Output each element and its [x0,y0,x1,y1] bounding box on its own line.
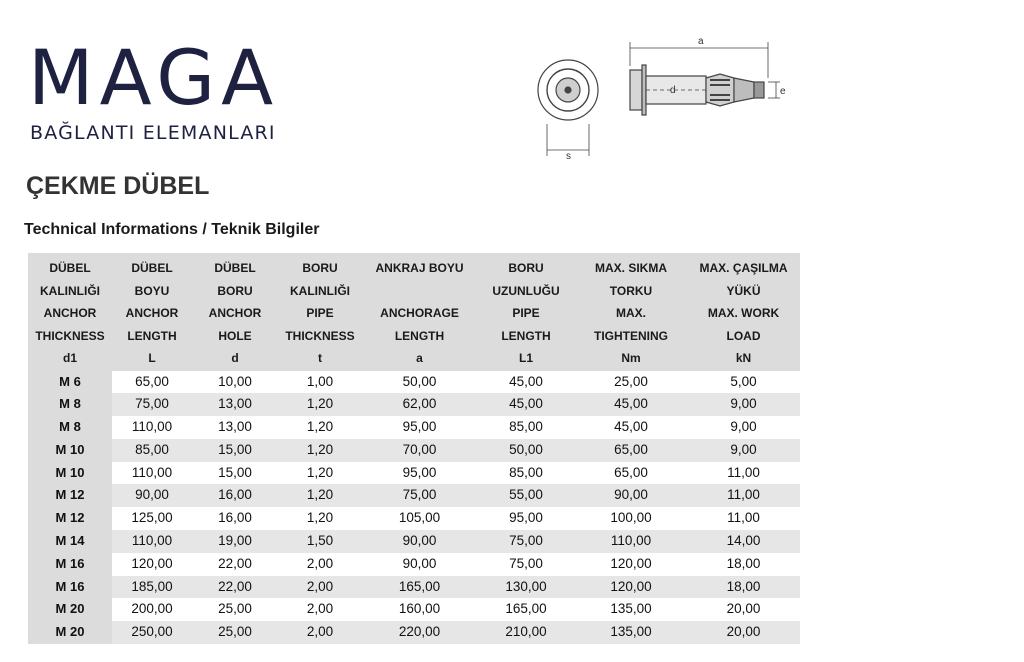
column-header-line: PIPE [306,306,334,320]
column-header-line: Nm [621,351,641,365]
front-view-center [565,87,571,93]
table-cell: 130,00 [477,576,575,599]
anchor-technical-drawing [530,28,790,164]
table-cell: 135,00 [575,621,687,644]
table-cell: 135,00 [610,601,652,617]
table-cell: 165,00 [505,601,547,617]
column-header-line: BORU [508,261,544,275]
table-cell: 16,00 [218,510,252,526]
column-header-line: L1 [518,351,533,365]
column-header-line: kN [735,351,752,365]
dim-d-label: d [670,85,676,96]
table-cell: 25,00 [218,601,252,617]
column-header [278,253,362,371]
table-cell: 13,00 [218,419,252,435]
column-header-line: ANCHOR [43,306,97,320]
table-row [28,462,800,485]
table-cell: 2,00 [278,576,362,599]
table-cell: 20,00 [726,601,761,617]
table-cell: 70,00 [362,439,477,462]
column-header [28,253,112,371]
side-view-washer [630,70,642,110]
table-cell: 18,00 [687,576,800,599]
table-cell: 50,00 [477,439,575,462]
table-cell: 75,00 [509,555,543,571]
column-header-line: ANKRAJ BOYU [375,261,464,275]
table-cell: 15,00 [218,464,252,480]
table-header-row [28,253,800,371]
table-cell: 11,00 [727,510,760,526]
brand-subtitle: BAĞLANTI ELEMANLARI [30,122,276,144]
column-header-line: LOAD [726,328,761,343]
column-header-line: ANCHOR [125,306,179,320]
column-header-line: BOYU [134,283,170,298]
table-cell: 110,00 [112,530,192,553]
column-header-line: t [318,351,322,365]
row-header-cell: M 12 [28,507,112,530]
table-cell: 75,00 [477,530,575,553]
table-cell: 250,00 [112,621,192,644]
column-header-line: DÜBEL [214,261,256,275]
table-row [28,439,800,462]
table-cell: 165,00 [362,576,477,599]
column-header [575,253,687,371]
column-header-line [362,280,477,303]
table-row [28,416,800,439]
table-row [28,530,800,553]
table-cell: 120,00 [131,555,173,571]
column-header-line: d [231,351,239,365]
table-cell: 90,00 [362,530,477,553]
table-cell: 75,00 [112,393,192,416]
row-header-cell: M 16 [28,576,112,599]
table-cell: 16,00 [192,484,278,507]
brand-name: MAGA [28,33,280,122]
table-cell: 95,00 [402,419,437,435]
table-cell: 22,00 [218,555,252,571]
table-cell: 25,00 [614,373,648,389]
column-header-line: d1 [62,351,77,365]
row-header-cell: M 16 [28,553,112,576]
column-header [362,253,477,371]
table-body [28,371,800,645]
table-cell: 220,00 [362,621,477,644]
table-cell: 18,00 [726,555,761,571]
table-cell: 95,00 [402,464,437,480]
table-row [28,598,800,621]
table-cell: 20,00 [687,621,800,644]
column-header-line: TIGHTENING [594,328,668,343]
table-cell: 9,00 [687,439,800,462]
table-cell: 90,00 [575,484,687,507]
row-header-cell: M 20 [28,598,112,621]
column-header-line: PIPE [512,306,540,320]
table-cell: 90,00 [402,555,437,571]
row-header-cell: M 6 [28,371,112,394]
table-cell: 11,00 [727,464,760,480]
table-cell: 110,00 [131,464,173,480]
row-header-cell: M 10 [28,462,112,485]
table-cell: 85,00 [509,464,543,480]
table-cell: 65,00 [135,373,169,389]
table-cell: 210,00 [477,621,575,644]
column-header [112,253,192,371]
column-header-line: MAX. WORK [707,306,780,320]
column-header-line: KALINLIĞI [40,283,100,298]
column-header-line: YÜKÜ [726,283,761,298]
table-cell: 1,20 [306,510,334,526]
table-cell: 1,20 [306,464,334,480]
table-cell: 85,00 [112,439,192,462]
table-cell: 1,20 [306,419,334,435]
row-header-cell: M 14 [28,530,112,553]
table-cell: 5,00 [730,373,757,389]
column-header-line: DÜBEL [49,261,91,275]
table-cell: 95,00 [509,510,543,526]
table-cell: 185,00 [112,576,192,599]
table-cell: 160,00 [398,601,441,617]
column-header-line: DÜBEL [131,261,173,275]
row-header-cell: M 8 [28,416,112,439]
table-cell: 105,00 [398,510,441,526]
table-cell: 13,00 [192,393,278,416]
column-header-line: ANCHORAGE [380,306,459,320]
table-cell: 55,00 [477,484,575,507]
table-cell: 2,00 [306,601,334,617]
table-cell: 15,00 [192,439,278,462]
table-cell: 110,00 [575,530,687,553]
table-cell: 125,00 [131,510,173,526]
table-cell: 1,50 [278,530,362,553]
table-cell: 120,00 [575,576,687,599]
table-cell: 22,00 [192,576,278,599]
table-cell: 19,00 [192,530,278,553]
dim-s-label: s [566,151,571,162]
table-cell: 1,00 [306,373,334,389]
table-cell: 200,00 [131,601,173,617]
row-header-cell: M 8 [28,393,112,416]
column-header-line: MAX. SIKMA [595,261,667,275]
table-cell: 85,00 [509,419,543,435]
table-cell: 90,00 [112,484,192,507]
table-row [28,507,800,530]
table-cell: 9,00 [730,419,757,435]
column-header [477,253,575,371]
technical-spec-table [28,253,800,644]
table-cell: 45,00 [477,393,575,416]
column-header [192,253,278,371]
table-cell: 11,00 [687,484,800,507]
table-cell: 110,00 [131,419,173,435]
table-cell: 1,20 [278,393,362,416]
column-header-line: TORKU [609,283,653,298]
column-header-line: ANCHOR [208,306,262,320]
table-row [28,621,800,644]
table-row [28,553,800,576]
table-row [28,393,800,416]
column-header-line: THICKNESS [285,328,355,343]
table-cell: 100,00 [610,510,652,526]
column-header-line: MAX. [616,306,646,320]
table-cell: 25,00 [192,621,278,644]
side-view-cone [734,78,754,102]
table-cell: 65,00 [614,464,648,480]
row-header-cell: M 12 [28,484,112,507]
table-cell: 9,00 [687,393,800,416]
product-title: ÇEKME DÜBEL [26,172,210,200]
dim-e-label: e [780,86,786,97]
table-cell: 75,00 [362,484,477,507]
table-cell: 120,00 [610,555,652,571]
column-header-line: HOLE [218,328,252,343]
row-header-cell: M 10 [28,439,112,462]
column-header-line: BORU [302,261,338,275]
table-cell: 65,00 [575,439,687,462]
table-row [28,576,800,599]
row-header-cell: M 20 [28,621,112,644]
column-header-line: LENGTH [501,328,551,343]
column-header-line: LENGTH [127,328,177,343]
column-header-line: MAX. ÇAŞILMA [699,261,788,275]
table-cell: 14,00 [687,530,800,553]
table-cell: 45,00 [614,419,648,435]
table-cell: 1,20 [278,439,362,462]
column-header-line: BORU [217,283,253,298]
table-cell: 62,00 [362,393,477,416]
table-cell: 45,00 [575,393,687,416]
column-header-line: UZUNLUĞU [492,283,560,298]
table-row [28,371,800,394]
table-cell: 1,20 [278,484,362,507]
section-title: Technical Informations / Teknik Bilgiler [24,221,320,238]
column-header-line: KALINLIĞI [290,283,350,298]
brand-logo [28,33,280,144]
table-cell: 10,00 [218,373,252,389]
column-header-line: LENGTH [394,328,445,343]
table-row [28,484,800,507]
table-cell: 50,00 [402,373,437,389]
column-header [687,253,800,371]
column-header-line: a [416,351,423,365]
table-cell: 2,00 [278,621,362,644]
table-cell: 45,00 [509,373,543,389]
table-cell: 2,00 [306,555,334,571]
dim-a-label: a [698,36,704,47]
column-header-line: L [148,351,156,365]
column-header-line: THICKNESS [35,328,105,343]
